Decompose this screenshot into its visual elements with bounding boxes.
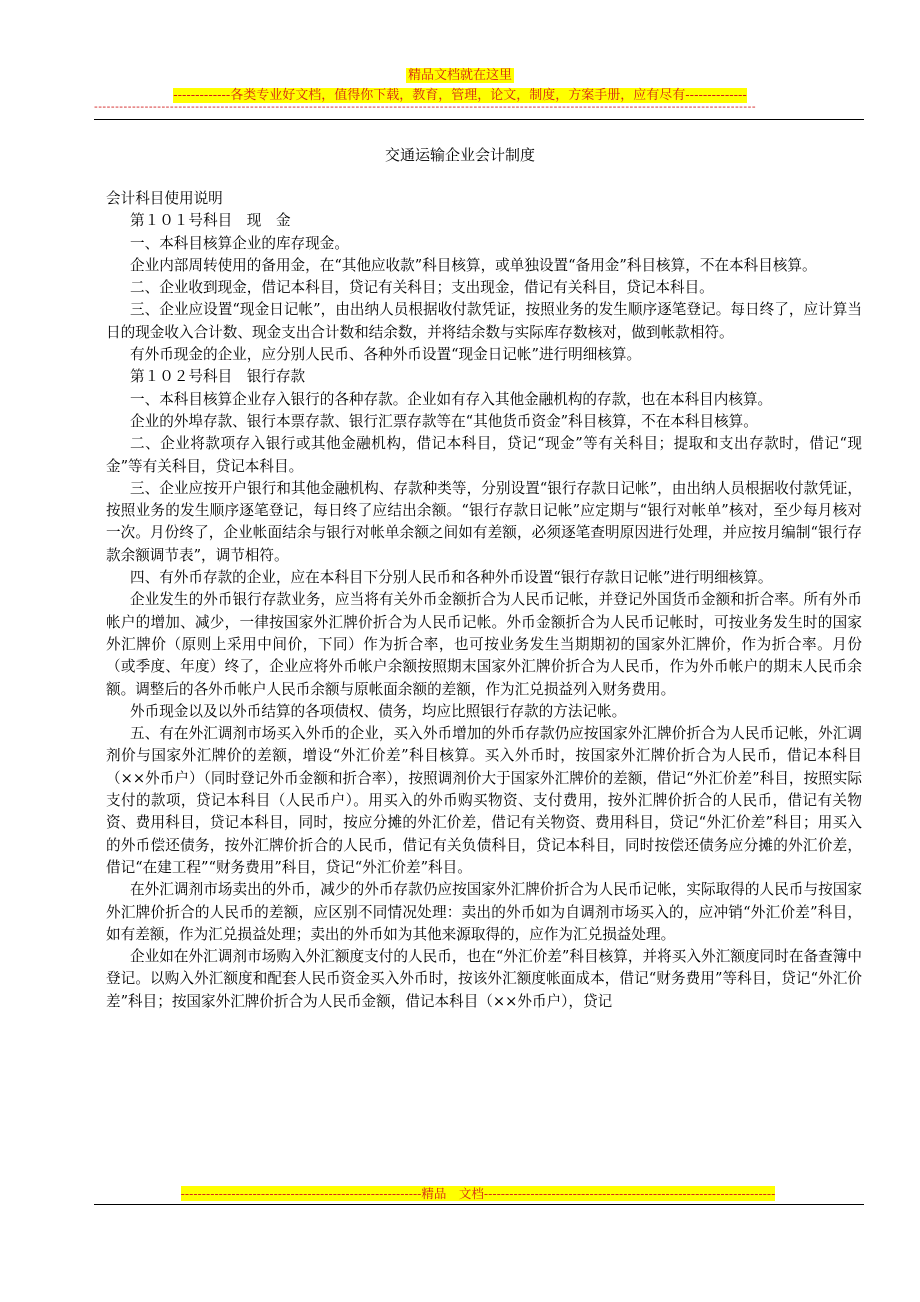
body-paragraph: 第１０１号科目 现 金	[130, 212, 291, 230]
body-paragraph: 有外币现金的企业，应分别人民币、各种外币设置“现金日记帐”进行明细核算。	[130, 346, 642, 364]
header-rule	[94, 119, 864, 120]
body-paragraph: 外币现金以及以外币结算的各项债权、债务，均应比照银行存款的方法记帐。	[130, 702, 627, 720]
body-paragraph: 在外汇调剂市场卖出的外币，减少的外币存款仍应按国家外汇牌价折合为人民币记帐，实际取得的人民币与按国家外汇牌价折合的人民币的差额，应区别不同情况处理：卖出的外币如为自调剂市场买入的，应冲销“外汇价差”科目，如有差额，作为汇兑损益处理；卖出的外币如为其他来源取得的，应作为汇兑损益处理。	[106, 881, 862, 943]
body-paragraph: 五、有在外汇调剂市场买入外币的企业，买入外币增加的外币存款仍应按国家外汇牌价折合为人民币记帐，外汇调剂价与国家外汇牌价的差额，增设“外汇价差”科目核算。买入外币时，按国家外汇牌价折合为人民币，借记本科目（××外币户）（同时登记外币金额和折合率），按照调剂价大于国家外汇牌价的差额，借记“外汇价差”科目，按照实际支付的款项，贷记本科目（人民币户）。用买入的外币购买物资、支付费用，按外汇牌价折合的人民币，借记有关物资、费用科目，贷记本科目，同时，按应分摊的外汇价差，借记有关物资、费用科目，贷记“外汇价差”科目；用买入的外币偿还债务，按外汇牌价折合的人民币，借记有关负债科目，贷记本科目，同时按偿还债务应分摊的外汇价差，借记“在建工程”“财务费用”科目，贷记“外汇价差”科目。	[106, 725, 862, 876]
promo-header-line2: -------------各类专业好文档，值得你下载，教育，管理，论文，制度，方案手册，应有尽有--------------	[173, 88, 747, 103]
body-paragraph: 一、本科目核算企业的库存现金。	[130, 234, 349, 252]
promo-header-line1: 精品文档就在这里	[407, 68, 512, 83]
promo-footer: ---------------------------------------------------------精品 文档---------------------------------------------------------------------	[180, 1186, 776, 1201]
body-paragraph: 一、本科目核算企业存入银行的各种存款。企业如有存入其他金融机构的存款，也在本科目内核算。	[130, 390, 773, 408]
body-paragraph: 二、企业将款项存入银行或其他金融机构，借记本科目，贷记“现金”等有关科目；提取和支出存款时，借记“现金”等有关科目，贷记本科目。	[106, 435, 862, 475]
body-paragraph: 企业如在外汇调剂市场购入外汇额度支付的人民币，也在“外汇价差”科目核算，并将买入外汇额度同时在备查簿中登记。以购入外汇额度和配套人民币资金买入外币时，按该外汇额度帐面成本，借记“财务费用”等科目，贷记“外汇价差”科目；按国家外汇牌价折合为人民币金额，借记本科目（××外币户），贷记	[106, 948, 862, 1010]
body-paragraph: 三、企业应设置“现金日记帐”，由出纳人员根据收付款凭证，按照业务的发生顺序逐笔登记。每日终了，应计算当日的现金收入合计数、现金支出合计数和结余数，并将结余数与实际库存数核对，做到帐款相符。	[106, 301, 862, 341]
body-paragraph: 企业发生的外币银行存款业务，应当将有关外币金额折合为人民币记帐，并登记外国货币金额和折合率。所有外币帐户的增加、减少，一律按国家外汇牌价折合为人民币记帐。外币金额折合为人民币记帐时，可按业务发生时的国家外汇牌价（原则上采用中间价，下同）作为折合率，也可按业务发生当期期初的国家外汇牌价，作为折合率。月份（或季度、年度）终了，企业应将外币帐户余额按照期末国家外汇牌价折合为人民币，作为外币帐户的期末人民币余额。调整后的各外币帐户人民币余额与原帐面余额的差额，作为汇兑损益列入财务费用。	[106, 591, 862, 698]
body-paragraph: 四、有外币存款的企业，应在本科目下分别人民币和各种外币设置“银行存款日记帐”进行明细核算。	[130, 569, 773, 587]
body-paragraph: 第１０２号科目 银行存款	[130, 368, 306, 386]
section-heading: 会计科目使用说明	[106, 190, 223, 207]
footer-rule	[94, 1204, 864, 1205]
body-paragraph: 企业的外埠存款、银行本票存款、银行汇票存款等在“其他货币资金”科目核算，不在本科目核算。	[130, 412, 758, 430]
body-paragraph: 企业内部周转使用的备用金，在“其他应收款”科目核算，或单独设置“备用金”科目核算，不在本科目核算。	[130, 256, 817, 274]
document-body	[106, 188, 862, 1013]
body-paragraph: 二、企业收到现金，借记本科目，贷记有关科目；支出现金，借记有关科目，贷记本科目。	[130, 279, 714, 297]
promo-header-dashes: -------------------------------------------------------------------------------------------------------------------------------------------------------------	[94, 101, 757, 113]
body-paragraph: 三、企业应按开户银行和其他金融机构、存款种类等，分别设置“银行存款日记帐”，由出纳人员根据收付款凭证，按照业务的发生顺序逐笔登记，每日终了应结出余额。“银行存款日记帐”应定期与“银行对帐单”核对，至少每月核对一次。月份终了，企业帐面结余与银行对帐单余额之间如有差额，必须逐笔查明原因进行处理，并应按月编制“银行存款余额调节表”，调节相符。	[106, 479, 862, 564]
document-title: 交通运输企业会计制度	[384, 146, 535, 164]
